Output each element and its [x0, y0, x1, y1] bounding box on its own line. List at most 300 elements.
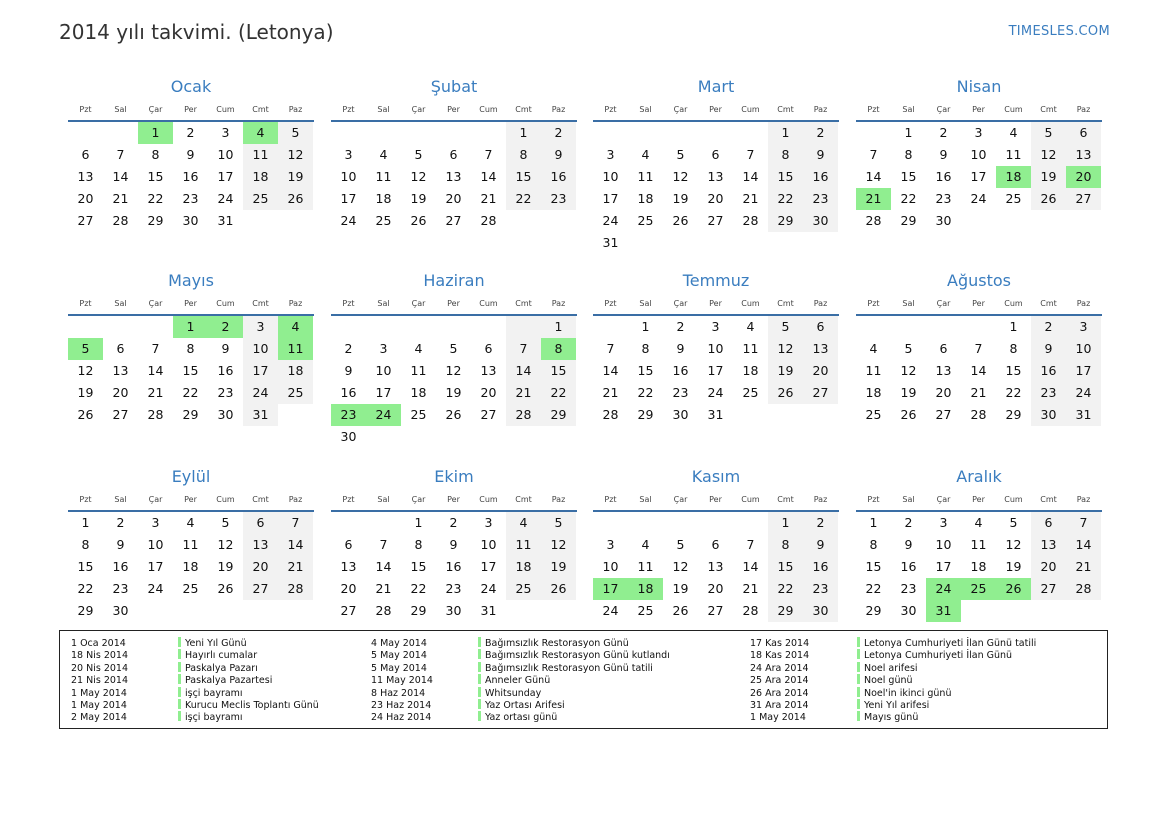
holiday-date: 2 May 2014 — [71, 712, 127, 724]
weekday-label: Pzt — [79, 105, 92, 114]
day-cell: 28 — [278, 578, 313, 600]
day-cell: 16 — [182, 169, 199, 184]
day-cell: 5 — [768, 316, 803, 338]
empty-cell — [278, 600, 313, 622]
day-cell: 16 — [340, 385, 357, 400]
day-cell: 18 — [278, 360, 313, 382]
weekday-label: Cum — [216, 299, 235, 308]
day-cell: 17 — [217, 169, 234, 184]
empty-cell — [628, 232, 663, 254]
day-cell: 8 — [506, 144, 541, 166]
legend-row — [371, 674, 670, 686]
day-cell: 20 — [340, 581, 357, 596]
empty-cell — [1066, 600, 1101, 622]
day-cell: 21 — [278, 556, 313, 578]
empty-cell — [926, 316, 961, 338]
day-cell: 16 — [803, 556, 838, 578]
day-cell: 30 — [803, 600, 838, 622]
weekday-label: Çar — [673, 105, 688, 114]
day-cell: 22 — [865, 581, 882, 596]
day-cell: 3 — [711, 319, 720, 334]
empty-cell — [68, 316, 103, 338]
day-cell: 23 — [1031, 382, 1066, 404]
weekday-label: Sal — [114, 105, 127, 114]
holiday-date: 1 May 2014 — [71, 699, 127, 711]
day-cell: 9 — [541, 144, 576, 166]
day-cell: 31 — [1066, 404, 1101, 426]
empty-cell — [996, 210, 1031, 232]
month-name: Eylül — [171, 467, 211, 486]
day-cell: 14 — [375, 559, 392, 574]
day-cell: 6 — [484, 341, 493, 356]
month-calendar — [856, 462, 1102, 622]
day-cell: 26 — [768, 382, 803, 404]
day-cell: 25 — [637, 213, 654, 228]
empty-cell — [436, 122, 471, 144]
weekday-header — [68, 99, 314, 122]
day-cell: 27 — [340, 603, 357, 618]
day-cell: 18 — [243, 166, 278, 188]
weekday-label: Per — [184, 299, 197, 308]
day-cell: 14 — [602, 363, 619, 378]
month-name: Şubat — [430, 77, 478, 96]
day-cell: 27 — [480, 407, 497, 422]
holiday-date: 1 May 2014 — [71, 687, 127, 699]
weekday-label: Cmt — [252, 495, 269, 504]
weekday-label: Sal — [902, 105, 915, 114]
day-cell: 12 — [1005, 537, 1022, 552]
day-cell: 8 — [869, 537, 878, 552]
weekday-label: Cum — [216, 105, 235, 114]
holiday-date: 5 May 2014 — [371, 650, 427, 662]
day-cell: 13 — [480, 363, 497, 378]
day-cell: 5 — [676, 147, 685, 162]
day-cell: 15 — [900, 169, 917, 184]
day-cell: 12 — [900, 363, 917, 378]
day-cell: 12 — [672, 559, 689, 574]
weekday-header — [593, 99, 839, 122]
page-title: 2014 yılı takvimi. (Letonya) — [59, 20, 334, 44]
holiday-name: Kurucu Meclis Toplantı Günü — [185, 699, 319, 711]
day-cell: 11 — [278, 338, 313, 360]
day-cell: 21 — [506, 382, 541, 404]
holiday-marker — [178, 649, 181, 659]
empty-cell — [996, 600, 1031, 622]
day-cell: 21 — [742, 191, 759, 206]
weekday-label: Cmt — [515, 105, 532, 114]
day-cell: 20 — [445, 191, 462, 206]
weekday-label: Per — [709, 299, 722, 308]
month-calendar — [593, 266, 839, 426]
day-cell: 6 — [803, 316, 838, 338]
day-cell: 4 — [746, 319, 755, 334]
holiday-date: 24 Haz 2014 — [371, 712, 432, 724]
legend-row — [750, 711, 1036, 723]
day-cell: 14 — [506, 360, 541, 382]
holiday-date: 1 Oca 2014 — [71, 638, 126, 649]
day-cell: 10 — [602, 559, 619, 574]
day-cell: 6 — [939, 341, 948, 356]
empty-cell — [961, 210, 996, 232]
day-cell: 9 — [344, 363, 353, 378]
day-cell: 31 — [602, 235, 619, 250]
weekday-label: Cmt — [252, 105, 269, 114]
empty-cell — [663, 512, 698, 534]
weekday-label: Cum — [1004, 495, 1023, 504]
empty-cell — [331, 122, 366, 144]
day-cell: 19 — [541, 556, 576, 578]
empty-cell — [243, 600, 278, 622]
day-cell: 26 — [541, 578, 576, 600]
day-cell: 8 — [768, 534, 803, 556]
day-cell: 29 — [541, 404, 576, 426]
day-cell: 11 — [970, 537, 987, 552]
day-cell: 9 — [803, 534, 838, 556]
day-cell: 24 — [970, 191, 987, 206]
day-cell: 3 — [606, 147, 615, 162]
empty-cell — [506, 316, 541, 338]
holiday-marker — [178, 637, 181, 647]
day-cell: 28 — [742, 213, 759, 228]
day-cell: 30 — [1031, 404, 1066, 426]
holiday-name: Hayırlı cumalar — [185, 650, 258, 662]
legend-row — [750, 687, 1036, 699]
holiday-marker — [857, 699, 860, 709]
day-cell: 6 — [711, 537, 720, 552]
day-cell: 4 — [641, 147, 650, 162]
day-cell: 27 — [1031, 578, 1066, 600]
day-cell: 23 — [445, 581, 462, 596]
day-cell: 6 — [81, 147, 90, 162]
legend-row — [371, 649, 670, 661]
day-cell: 7 — [379, 537, 388, 552]
weekday-label: Çar — [411, 495, 426, 504]
day-cell: 23 — [803, 188, 838, 210]
day-cell: 4 — [243, 122, 278, 144]
month-calendar — [68, 72, 314, 232]
day-cell: 24 — [340, 213, 357, 228]
day-cell: 30 — [340, 429, 357, 444]
weekday-label: Çar — [673, 299, 688, 308]
weekday-label: Paz — [288, 105, 303, 114]
day-cell: 24 — [217, 191, 234, 206]
empty-cell — [663, 122, 698, 144]
month-name: Ağustos — [947, 271, 1011, 290]
empty-cell — [366, 426, 401, 448]
day-cell: 3 — [151, 515, 160, 530]
day-cell: 30 — [112, 603, 129, 618]
day-cell: 10 — [147, 537, 164, 552]
empty-cell — [733, 122, 768, 144]
holiday-marker — [178, 699, 181, 709]
day-cell: 14 — [147, 363, 164, 378]
weekday-label: Per — [972, 299, 985, 308]
legend-row — [371, 662, 670, 674]
day-cell: 23 — [672, 385, 689, 400]
day-cell: 1 — [768, 512, 803, 534]
legend-row — [71, 699, 319, 711]
day-cell: 20 — [480, 385, 497, 400]
weekday-label: Per — [184, 495, 197, 504]
day-cell: 22 — [1005, 385, 1022, 400]
day-cell: 22 — [77, 581, 94, 596]
day-cell: 19 — [672, 191, 689, 206]
day-cell: 16 — [541, 166, 576, 188]
weekday-label: Per — [447, 495, 460, 504]
weekday-header — [68, 293, 314, 316]
day-cell: 28 — [375, 603, 392, 618]
day-cell: 29 — [768, 210, 803, 232]
day-cell: 23 — [935, 191, 952, 206]
day-cell: 14 — [865, 169, 882, 184]
day-cell: 1 — [541, 316, 576, 338]
weekday-label: Paz — [551, 495, 566, 504]
legend-column — [71, 637, 319, 724]
day-cell: 28 — [602, 407, 619, 422]
day-cell: 30 — [445, 603, 462, 618]
weekday-label: Çar — [411, 105, 426, 114]
empty-cell — [331, 512, 366, 534]
holiday-name: Noel arifesi — [864, 662, 918, 674]
day-cell: 9 — [939, 147, 948, 162]
day-cell: 18 — [865, 385, 882, 400]
day-grid — [68, 316, 314, 426]
day-cell: 14 — [112, 169, 129, 184]
month-calendar — [593, 462, 839, 622]
day-cell: 2 — [676, 319, 685, 334]
holiday-name: Noel günü — [864, 675, 913, 687]
weekday-label: Paz — [288, 495, 303, 504]
day-cell: 7 — [1066, 512, 1101, 534]
empty-cell — [103, 122, 138, 144]
day-cell: 31 — [926, 600, 961, 622]
empty-cell — [278, 404, 313, 426]
legend-row — [750, 699, 1036, 711]
day-cell: 16 — [112, 559, 129, 574]
holiday-date: 8 Haz 2014 — [371, 687, 426, 699]
holiday-name: Mayıs günü — [864, 712, 919, 724]
weekday-label: Cmt — [515, 299, 532, 308]
holiday-marker — [478, 662, 481, 672]
empty-cell — [698, 122, 733, 144]
day-cell: 12 — [77, 363, 94, 378]
weekday-label: Per — [447, 299, 460, 308]
day-grid — [68, 122, 314, 232]
day-cell: 6 — [1066, 122, 1101, 144]
empty-cell — [436, 316, 471, 338]
day-cell: 27 — [1066, 188, 1101, 210]
day-cell: 28 — [970, 407, 987, 422]
legend-column — [750, 637, 1036, 724]
holiday-name: Bağımsızlık Restorasyon Günü kutlandı — [485, 650, 670, 662]
holiday-name: Yeni Yıl arifesi — [864, 699, 930, 711]
day-cell: 11 — [375, 169, 392, 184]
day-cell: 10 — [970, 147, 987, 162]
day-cell: 20 — [1066, 166, 1101, 188]
day-cell: 22 — [768, 188, 803, 210]
day-cell: 26 — [278, 188, 313, 210]
empty-cell — [401, 426, 436, 448]
day-cell: 4 — [641, 537, 650, 552]
weekday-label: Sal — [377, 495, 390, 504]
holiday-name: işçi bayramı — [185, 687, 243, 699]
day-cell: 25 — [375, 213, 392, 228]
day-cell: 11 — [410, 363, 427, 378]
day-cell: 1 — [1009, 319, 1018, 334]
day-cell: 1 — [506, 122, 541, 144]
weekday-header — [856, 99, 1102, 122]
weekday-label: Cum — [1004, 299, 1023, 308]
legend-row — [371, 687, 670, 699]
day-cell: 2 — [939, 125, 948, 140]
day-cell: 5 — [414, 147, 423, 162]
day-cell: 6 — [711, 147, 720, 162]
day-cell: 10 — [480, 537, 497, 552]
day-cell: 15 — [637, 363, 654, 378]
day-cell: 4 — [278, 316, 313, 338]
day-cell: 22 — [637, 385, 654, 400]
day-cell: 24 — [366, 404, 401, 426]
day-cell: 1 — [173, 316, 208, 338]
day-cell: 30 — [182, 213, 199, 228]
day-cell: 18 — [742, 363, 759, 378]
day-cell: 16 — [1031, 360, 1066, 382]
day-cell: 5 — [541, 512, 576, 534]
empty-cell — [768, 232, 803, 254]
day-cell: 20 — [1031, 556, 1066, 578]
day-cell: 2 — [186, 125, 195, 140]
day-cell: 18 — [628, 578, 663, 600]
day-cell: 1 — [414, 515, 423, 530]
weekday-label: Cum — [741, 495, 760, 504]
weekday-label: Pzt — [867, 105, 880, 114]
day-cell: 17 — [1066, 360, 1101, 382]
month-calendar — [68, 462, 314, 622]
holiday-name: Paskalya Pazartesi — [185, 675, 273, 687]
weekday-label: Cmt — [1040, 299, 1057, 308]
day-cell: 28 — [480, 213, 497, 228]
weekday-label: Sal — [114, 495, 127, 504]
weekday-label: Paz — [1076, 299, 1091, 308]
day-cell: 16 — [803, 166, 838, 188]
empty-cell — [593, 122, 628, 144]
weekday-label: Sal — [377, 105, 390, 114]
day-cell: 27 — [803, 382, 838, 404]
day-cell: 24 — [602, 213, 619, 228]
day-cell: 4 — [186, 515, 195, 530]
empty-cell — [541, 210, 576, 232]
day-cell: 3 — [243, 316, 278, 338]
day-grid — [331, 512, 577, 622]
day-cell: 28 — [506, 404, 541, 426]
empty-cell — [103, 316, 138, 338]
day-cell: 2 — [208, 316, 243, 338]
day-cell: 11 — [865, 363, 882, 378]
empty-cell — [1031, 600, 1066, 622]
day-cell: 9 — [803, 144, 838, 166]
day-cell: 24 — [602, 603, 619, 618]
day-cell: 12 — [672, 169, 689, 184]
day-cell: 5 — [676, 537, 685, 552]
empty-cell — [803, 232, 838, 254]
day-cell: 3 — [344, 147, 353, 162]
empty-cell — [698, 232, 733, 254]
day-cell: 11 — [1005, 147, 1022, 162]
day-cell: 11 — [506, 534, 541, 556]
day-cell: 29 — [637, 407, 654, 422]
month-calendar — [593, 72, 839, 254]
day-cell: 31 — [217, 213, 234, 228]
day-cell: 22 — [182, 385, 199, 400]
empty-cell — [541, 600, 576, 622]
day-cell: 11 — [742, 341, 759, 356]
day-cell: 8 — [414, 537, 423, 552]
day-cell: 28 — [112, 213, 129, 228]
day-grid — [593, 122, 839, 254]
weekday-label: Paz — [813, 105, 828, 114]
holiday-name: Noel'in ikinci günü — [864, 687, 952, 699]
weekday-label: Paz — [551, 299, 566, 308]
holiday-marker — [857, 711, 860, 721]
day-cell: 23 — [331, 404, 366, 426]
holiday-marker — [478, 711, 481, 721]
day-cell: 17 — [243, 360, 278, 382]
day-cell: 7 — [116, 147, 125, 162]
day-cell: 18 — [506, 556, 541, 578]
weekday-label: Paz — [551, 105, 566, 114]
holiday-name: Yeni Yıl Günü — [185, 638, 247, 649]
day-cell: 5 — [904, 341, 913, 356]
day-cell: 27 — [243, 578, 278, 600]
day-cell: 15 — [768, 166, 803, 188]
holiday-name: Bağımsızlık Restorasyon Günü tatili — [485, 662, 653, 674]
empty-cell — [628, 122, 663, 144]
month-calendar — [68, 266, 314, 426]
day-cell: 10 — [602, 169, 619, 184]
weekday-label: Pzt — [342, 495, 355, 504]
day-cell: 24 — [707, 385, 724, 400]
weekday-label: Paz — [813, 299, 828, 308]
brand-link[interactable]: TIMESLES.COM — [1008, 24, 1110, 39]
day-cell: 11 — [637, 559, 654, 574]
day-cell: 20 — [77, 191, 94, 206]
day-cell: 25 — [410, 407, 427, 422]
day-cell: 7 — [278, 512, 313, 534]
day-cell: 8 — [641, 341, 650, 356]
weekday-label: Pzt — [79, 495, 92, 504]
day-cell: 7 — [746, 537, 755, 552]
holiday-date: 25 Ara 2014 — [750, 675, 809, 687]
day-cell: 10 — [935, 537, 952, 552]
day-cell: 5 — [449, 341, 458, 356]
holiday-name: işçi bayramı — [185, 712, 243, 724]
day-cell: 30 — [935, 213, 952, 228]
day-cell: 30 — [900, 603, 917, 618]
day-cell: 17 — [970, 169, 987, 184]
day-cell: 5 — [1031, 122, 1066, 144]
day-cell: 24 — [1066, 382, 1101, 404]
day-cell: 5 — [278, 122, 313, 144]
day-cell: 9 — [904, 537, 913, 552]
weekday-label: Per — [709, 495, 722, 504]
empty-cell — [366, 316, 401, 338]
empty-cell — [1066, 210, 1101, 232]
day-cell: 5 — [1009, 515, 1018, 530]
day-cell: 10 — [707, 341, 724, 356]
day-cell: 29 — [865, 603, 882, 618]
legend-row — [750, 662, 1036, 674]
day-cell: 4 — [869, 341, 878, 356]
